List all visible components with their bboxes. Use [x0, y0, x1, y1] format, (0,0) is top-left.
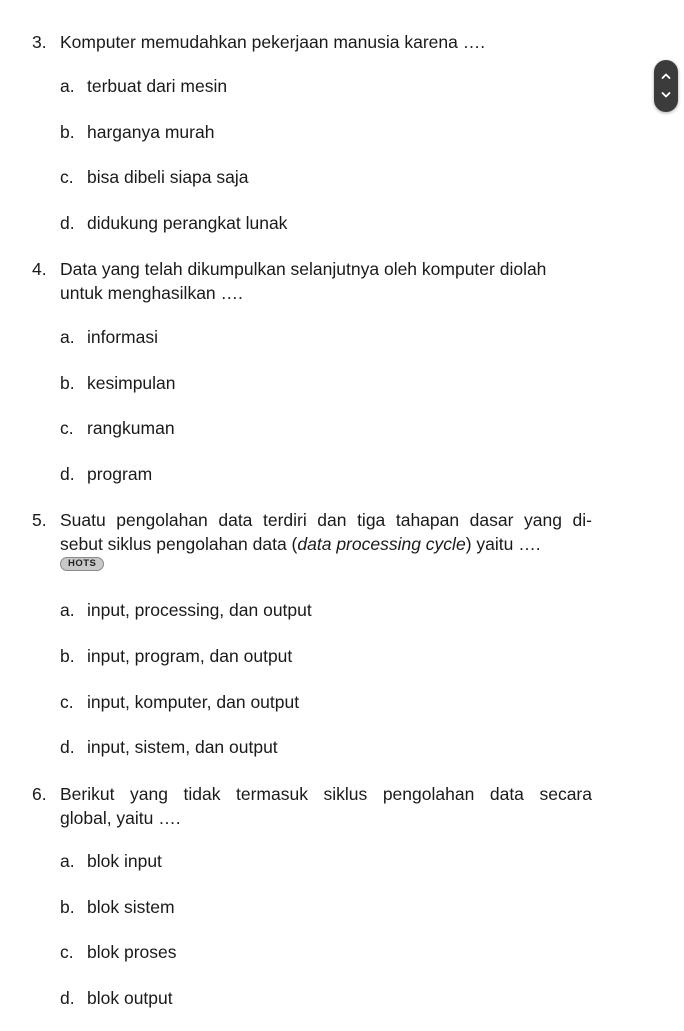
- page-scroll-control[interactable]: [654, 60, 678, 112]
- question-text-part: sebut siklus pengolahan data (: [60, 534, 298, 554]
- question-text-line-1: Suatu pengolahan data terdiri dan tiga tahapan dasar yang di-: [60, 510, 592, 530]
- option-letter: d.: [60, 464, 75, 484]
- option-text: blok sistem: [87, 897, 175, 917]
- question-text-italic: data processing cycle: [297, 534, 466, 554]
- option-6c[interactable]: [60, 940, 177, 964]
- question-text-line-2: global, yaitu ….: [60, 808, 181, 828]
- option-letter: d.: [60, 213, 75, 233]
- option-text: kesimpulan: [87, 373, 176, 393]
- option-letter: c.: [60, 167, 74, 187]
- option-3a[interactable]: [60, 74, 227, 98]
- option-letter: b.: [60, 373, 75, 393]
- option-text: blok proses: [87, 942, 177, 962]
- option-5c[interactable]: [60, 690, 299, 714]
- option-letter: d.: [60, 988, 75, 1008]
- option-text: input, sistem, dan output: [87, 737, 278, 757]
- question-4-stem: [32, 257, 592, 305]
- question-number: 5.: [32, 510, 47, 530]
- option-letter: a.: [60, 76, 75, 96]
- option-text: blok output: [87, 988, 173, 1008]
- option-text: input, komputer, dan output: [87, 692, 300, 712]
- option-letter: d.: [60, 737, 75, 757]
- option-letter: c.: [60, 942, 74, 962]
- option-4b[interactable]: [60, 371, 176, 395]
- question-text-line-1: Berikut yang tidak termasuk siklus pengolahan data secara: [60, 784, 592, 804]
- question-number: 3.: [32, 32, 47, 52]
- option-4c[interactable]: [60, 416, 175, 440]
- option-6b[interactable]: [60, 895, 175, 919]
- question-3-stem: [32, 30, 592, 54]
- option-text: program: [87, 464, 153, 484]
- question-text: Komputer memudahkan pekerjaan manusia karena ….: [60, 32, 486, 52]
- option-letter: c.: [60, 418, 74, 438]
- option-text: terbuat dari mesin: [87, 76, 228, 96]
- option-5d[interactable]: [60, 735, 278, 759]
- hots-badge: HOTS: [60, 557, 104, 571]
- option-text: rangkuman: [87, 418, 175, 438]
- question-text-line-2: untuk menghasilkan ….: [60, 283, 243, 303]
- option-letter: b.: [60, 646, 75, 666]
- option-5b[interactable]: [60, 644, 292, 668]
- option-6a[interactable]: [60, 849, 162, 873]
- option-6d[interactable]: [60, 986, 173, 1010]
- option-letter: b.: [60, 122, 75, 142]
- option-3b[interactable]: [60, 120, 214, 144]
- option-letter: a.: [60, 327, 75, 347]
- question-6-stem: [32, 782, 592, 830]
- question-number: 6.: [32, 784, 47, 804]
- option-5a[interactable]: [60, 598, 312, 622]
- question-text-line-1: Data yang telah dikumpulkan selanjutnya oleh komputer diolah: [60, 259, 547, 279]
- option-letter: a.: [60, 851, 75, 871]
- option-text: input, program, dan output: [87, 646, 293, 666]
- option-4a[interactable]: [60, 325, 158, 349]
- option-letter: c.: [60, 692, 74, 712]
- option-text: bisa dibeli siapa saja: [87, 167, 249, 187]
- option-text: informasi: [87, 327, 158, 347]
- chevron-up-icon[interactable]: [661, 72, 671, 80]
- question-text-line-2: [60, 532, 592, 556]
- option-letter: a.: [60, 600, 75, 620]
- option-text: didukung perangkat lunak: [87, 213, 288, 233]
- option-text: blok input: [87, 851, 162, 871]
- option-letter: b.: [60, 897, 75, 917]
- option-3d[interactable]: [60, 211, 287, 235]
- option-4d[interactable]: [60, 462, 152, 486]
- option-text: harganya murah: [87, 122, 215, 142]
- option-3c[interactable]: [60, 165, 249, 189]
- option-text: input, processing, dan output: [87, 600, 312, 620]
- question-5-stem: [32, 508, 592, 556]
- chevron-down-icon[interactable]: [661, 91, 671, 99]
- question-number: 4.: [32, 259, 47, 279]
- question-text-part: ) yaitu ….: [465, 534, 541, 554]
